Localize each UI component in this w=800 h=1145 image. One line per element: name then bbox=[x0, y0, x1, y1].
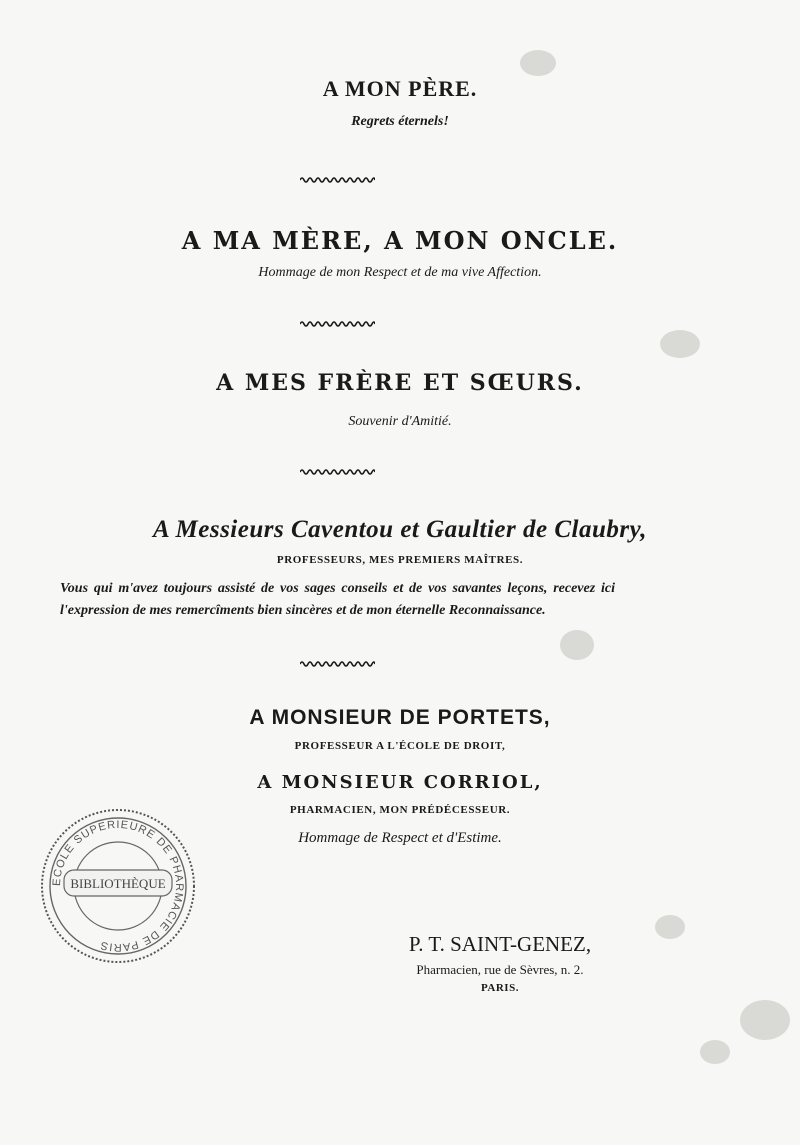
wavy-divider bbox=[300, 320, 375, 328]
dedication-portets-role: PROFESSEUR A L'ÉCOLE DE DROIT, bbox=[294, 740, 506, 752]
paper-speck bbox=[740, 1000, 790, 1040]
dedication-corriol-subtitle: Hommage de Respect et d'Estime. bbox=[298, 830, 502, 846]
wavy-divider bbox=[300, 660, 375, 668]
paper-speck bbox=[520, 50, 556, 76]
dedication-mother-uncle-subtitle: Hommage de mon Respect et de ma vive Affection. bbox=[258, 265, 542, 280]
dedication-professors-role: PROFESSEURS, MES PREMIERS MAÎTRES. bbox=[276, 554, 524, 566]
paper-speck bbox=[560, 630, 594, 660]
signature-city: PARIS. bbox=[481, 982, 519, 994]
signature-name: P. T. SAINT-GENEZ, bbox=[408, 932, 592, 956]
dedication-siblings-title: A MES FRÈRE ET SŒURS. bbox=[216, 370, 584, 396]
signature-address: Pharmacien, rue de Sèvres, n. 2. bbox=[416, 962, 584, 977]
dedication-professors-title: A Messieurs Caventou et Gaultier de Claubry, bbox=[152, 516, 648, 543]
stamp-ring-text: ECOLE SUPERIEURE DE PHARMACIE DE PARIS bbox=[50, 818, 186, 954]
library-stamp bbox=[38, 806, 198, 966]
dedication-corriol-role: PHARMACIEN, MON PRÉDÉCESSEUR. bbox=[289, 804, 511, 816]
dedication-mother-uncle-title: A MA MÈRE, A MON ONCLE. bbox=[181, 226, 619, 255]
dedication-father-title: A MON PÈRE. bbox=[322, 76, 478, 101]
paper-speck bbox=[660, 330, 700, 358]
dedication-portets-title: A MONSIEUR DE PORTETS, bbox=[249, 706, 551, 729]
dedication-corriol-title: A MONSIEUR CORRIOL, bbox=[257, 772, 543, 793]
wavy-divider bbox=[300, 468, 375, 476]
dedication-siblings-subtitle: Souvenir d'Amitié. bbox=[348, 414, 452, 429]
paper-speck bbox=[655, 915, 685, 939]
dedication-father-subtitle: Regrets éternels! bbox=[351, 114, 449, 129]
paper-speck bbox=[700, 1040, 730, 1064]
stamp-center-text: BIBLIOTHÈQUE bbox=[70, 876, 166, 891]
dedication-professors-body: Vous qui m'avez toujours assisté de vos sages conseils et de vos savantes leçons, recevez ici l'expression de mes remercîments bien sincères et de mon éternelle Reconnaissance. bbox=[60, 581, 615, 618]
wavy-divider bbox=[300, 176, 375, 184]
